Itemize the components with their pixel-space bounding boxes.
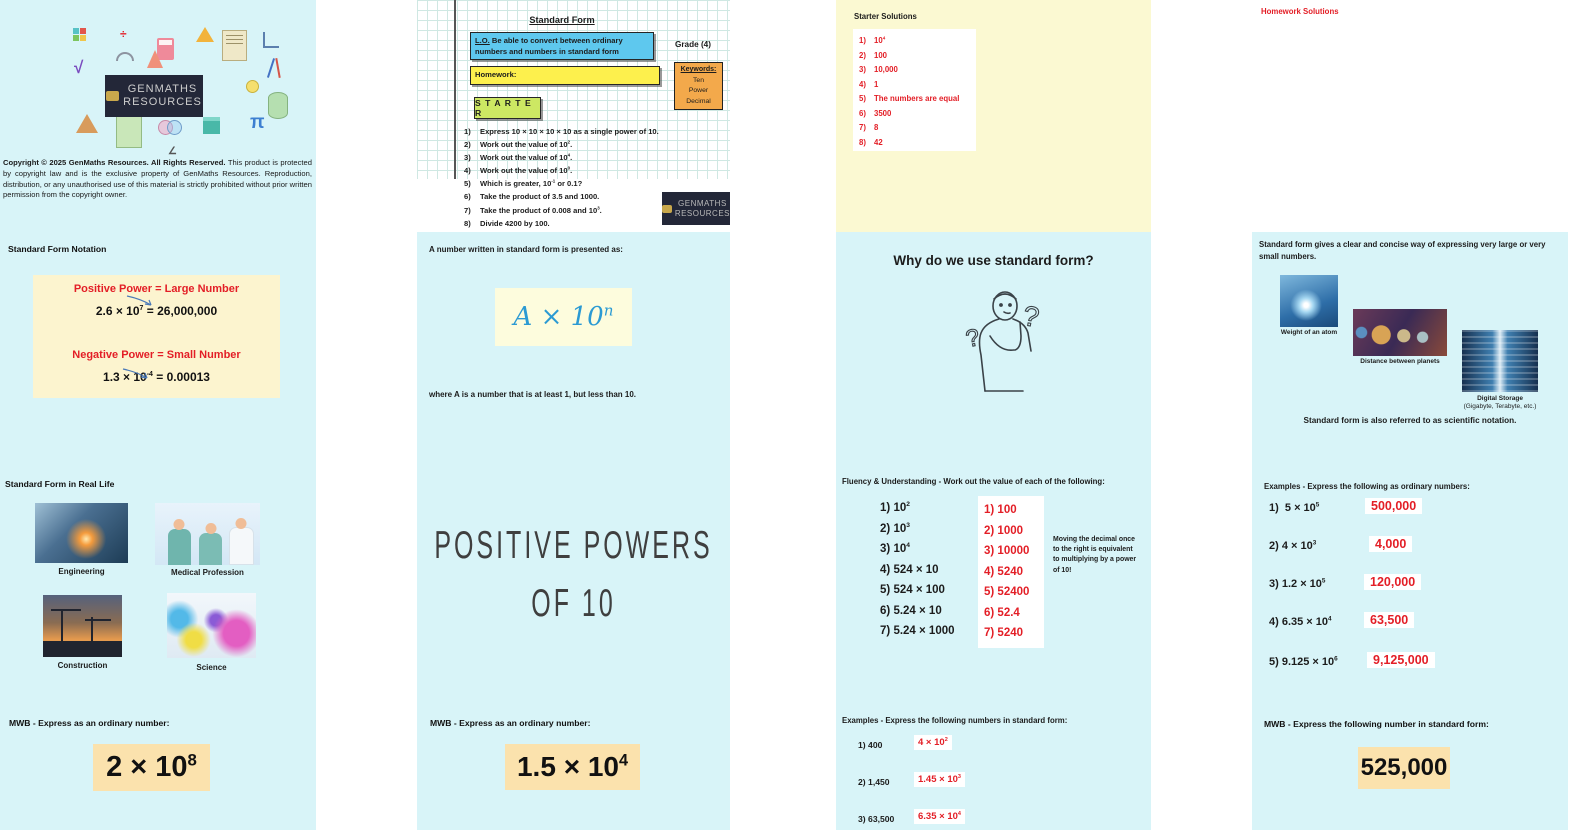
ex-a-sup: 4 bbox=[957, 810, 961, 817]
ordinary-answer: 9,125,000 bbox=[1367, 652, 1435, 668]
doodle-pi-icon: π bbox=[250, 112, 265, 133]
q-sup: 2 bbox=[567, 139, 571, 145]
ord-num: 3) bbox=[1269, 578, 1279, 590]
planets-caption: Distance between planets bbox=[1360, 358, 1440, 365]
genmaths-logo-illustration bbox=[0, 0, 316, 158]
sol-pre: 3500 bbox=[874, 108, 892, 118]
example-answer bbox=[914, 809, 965, 824]
doodle-venn-right-icon bbox=[167, 120, 182, 135]
q-num: 6) bbox=[880, 604, 891, 617]
solution-number: 5) bbox=[859, 94, 866, 104]
genmaths-logo bbox=[105, 75, 203, 117]
q-pre: 524 × 10 bbox=[893, 563, 939, 576]
q-post: or 0.1? bbox=[555, 179, 583, 189]
mwb-value bbox=[106, 751, 197, 784]
medical-figure bbox=[229, 527, 254, 565]
learning-objective-box bbox=[470, 32, 654, 60]
solution-item bbox=[859, 49, 976, 64]
q-sup: 3 bbox=[906, 521, 910, 529]
why-standard-form-slide[interactable] bbox=[836, 232, 1151, 830]
ord-q-sup: 4 bbox=[1328, 615, 1332, 623]
keywords-label: Keywords: bbox=[680, 66, 717, 73]
copyright-block bbox=[3, 158, 312, 201]
uses-slide[interactable] bbox=[1252, 232, 1568, 830]
real-life-heading: Standard Form in Real Life bbox=[5, 479, 115, 489]
sol-pre: 10,000 bbox=[874, 65, 898, 75]
starter-question bbox=[464, 164, 726, 177]
example-question bbox=[858, 814, 894, 824]
definition-intro: A number written in standard form is presented as: bbox=[429, 245, 623, 254]
doodle-pyramid-icon bbox=[76, 114, 98, 133]
question-number: 2) bbox=[464, 140, 471, 150]
solution-number: 7) bbox=[859, 123, 866, 133]
logo-calculator-icon bbox=[662, 205, 672, 213]
logo-calculator-icon bbox=[106, 91, 119, 101]
slide-title: Standard Form bbox=[529, 15, 595, 25]
solution-text bbox=[874, 121, 878, 136]
science-caption: Science bbox=[196, 663, 227, 672]
fluency-question bbox=[880, 560, 955, 581]
starter-question bbox=[464, 177, 726, 190]
mwb-value-pre: 2 × 10 bbox=[106, 751, 188, 783]
crane-arm bbox=[85, 619, 111, 621]
ord-q-sup: 5 bbox=[1321, 577, 1326, 585]
ord-q-sup: 3 bbox=[1312, 539, 1317, 547]
solution-item bbox=[859, 63, 976, 78]
homework-label: Homework: bbox=[475, 70, 517, 79]
mwb-prompt: MWB - Express as an ordinary number: bbox=[9, 718, 170, 728]
starter-solutions-box bbox=[853, 29, 976, 151]
q-sup: 4 bbox=[567, 152, 571, 158]
standard-form-formula-box bbox=[495, 288, 632, 346]
ord-q-sup: 6 bbox=[1334, 655, 1338, 663]
q-pre: Which is greater, 10 bbox=[480, 179, 552, 189]
section-title-line2: OF 10 bbox=[531, 582, 616, 626]
keyword: Power bbox=[688, 87, 709, 95]
formula bbox=[514, 302, 614, 332]
ord-q-pre: 4 × 10 bbox=[1281, 540, 1313, 552]
section-title-line1: POSITIVE POWERS bbox=[434, 524, 713, 568]
formula-pre: A × 10 bbox=[513, 302, 604, 332]
doodle-protractor-icon bbox=[116, 52, 134, 61]
fluency-question bbox=[880, 519, 955, 540]
sol-pre: The numbers are equal bbox=[874, 94, 960, 104]
question-text bbox=[480, 190, 599, 203]
homework-box bbox=[470, 66, 660, 85]
slide-column-3[interactable] bbox=[836, 0, 1151, 830]
homework-solutions-slide[interactable] bbox=[1252, 0, 1568, 232]
ex-a-sup: 2 bbox=[944, 736, 948, 743]
q-pre: Divide 4200 by 100. bbox=[480, 218, 550, 228]
ex-a-sup: 3 bbox=[957, 773, 961, 780]
q-pre: 524 × 100 bbox=[893, 584, 945, 596]
medical-figure bbox=[199, 533, 222, 565]
solution-text bbox=[874, 49, 887, 64]
ord-q-pre: 1.2 × 10 bbox=[1281, 578, 1322, 590]
grade-label: Grade (4) bbox=[675, 40, 711, 49]
q-pre: 10 bbox=[893, 502, 907, 514]
ordinary-answer: 4,000 bbox=[1369, 536, 1412, 552]
example-question bbox=[858, 740, 882, 750]
doodle-pencil-icon bbox=[267, 58, 275, 78]
solution-number: 4) bbox=[859, 79, 866, 89]
solution-text bbox=[874, 107, 891, 122]
fluency-answers-box bbox=[978, 496, 1044, 648]
keywords-box bbox=[674, 62, 723, 110]
q-sup: 3 bbox=[597, 205, 600, 211]
keyword: Ten bbox=[693, 76, 704, 84]
fluency-answer: 2) 1000 bbox=[984, 524, 1024, 537]
sol-pre: 100 bbox=[874, 50, 888, 60]
example-answer bbox=[914, 772, 965, 787]
solution-item bbox=[859, 34, 976, 49]
solution-text bbox=[874, 34, 885, 49]
q-num: 3) bbox=[880, 543, 891, 555]
q-sup: 2 bbox=[906, 501, 910, 509]
notation-box bbox=[33, 275, 280, 398]
lo-label: L.O. bbox=[475, 36, 490, 45]
question-number: 6) bbox=[464, 192, 471, 202]
mwb-value-box bbox=[505, 744, 640, 790]
q-pre: Work out the value of 10 bbox=[480, 140, 568, 150]
starter-label-box bbox=[474, 97, 541, 119]
q-pre: Express 10 × 10 × 10 × 10 as a single power of 10. bbox=[480, 127, 659, 136]
logo-line1: GENMATHS bbox=[127, 83, 198, 96]
atom-caption: Weight of an atom bbox=[1280, 329, 1338, 336]
eq-post: = 0.00013 bbox=[152, 370, 210, 384]
q-pre: Take the product of 0.008 and 10 bbox=[480, 205, 598, 215]
science-image bbox=[167, 593, 256, 658]
example-question bbox=[858, 777, 890, 787]
doodle-notebook-icon bbox=[222, 30, 247, 61]
negative-power-equation bbox=[33, 370, 280, 384]
mwb-value-box bbox=[93, 744, 210, 791]
doodle-cube-icon bbox=[203, 117, 220, 134]
planets-image bbox=[1353, 309, 1447, 356]
ex-num: 3) bbox=[858, 814, 866, 824]
definition-caveat: where A is a number that is at least 1, but less than 10. bbox=[429, 390, 637, 399]
question-text bbox=[480, 217, 550, 230]
ex-q-text: 400 bbox=[868, 740, 883, 750]
ord-q-sup: 5 bbox=[1315, 501, 1320, 509]
positive-power-label: Positive Power = Large Number bbox=[73, 283, 240, 295]
solution-item bbox=[859, 78, 976, 93]
ordinary-question bbox=[1269, 540, 1316, 552]
q-pre: 10 bbox=[893, 522, 907, 535]
thinking-person-illustration bbox=[961, 288, 1046, 403]
margin-line bbox=[454, 0, 456, 179]
q-pre: 5.24 × 10 bbox=[893, 604, 942, 617]
ord-num: 5) bbox=[1269, 656, 1279, 668]
formula-sup: n bbox=[603, 301, 614, 320]
sol-pre: 8 bbox=[874, 123, 879, 133]
ordinary-question bbox=[1269, 656, 1338, 668]
doodle-squares-icon bbox=[73, 28, 86, 41]
doodle-divide-icon: ÷ bbox=[120, 27, 127, 41]
question-number: 1) bbox=[464, 127, 471, 136]
example-answer bbox=[914, 735, 952, 750]
decimal-note: Moving the decimal once to the right is equivalent to multiplying by a power of 10! bbox=[1053, 536, 1137, 574]
ex-num: 1) bbox=[858, 740, 866, 750]
copyright-body: This product is protected by copyright law and is the exclusive property of GenMaths Resources. Reproduction, distribution, or any unauthorised use of this material is strictly prohibited without prior written permission from the copyright owner. bbox=[3, 158, 312, 200]
q-num: 7) bbox=[880, 625, 891, 637]
eq-exponent: -4 bbox=[146, 371, 153, 378]
q-post: . bbox=[599, 205, 602, 215]
q-sup: 4 bbox=[906, 542, 910, 550]
q-pre: 10 bbox=[893, 543, 907, 555]
ex-q-text: 63,500 bbox=[868, 814, 895, 824]
ex-q-text: 1,450 bbox=[868, 777, 890, 787]
question-text bbox=[480, 164, 572, 177]
question-text bbox=[480, 125, 659, 138]
doodle-cylinder-icon bbox=[268, 92, 288, 119]
mwb-value-sup: 4 bbox=[618, 751, 628, 770]
construction-silhouette bbox=[43, 641, 122, 657]
mwb-value-pre: 1.5 × 10 bbox=[516, 751, 619, 782]
doodle-triangle-ruler-icon bbox=[263, 32, 279, 48]
starter-question bbox=[464, 138, 726, 151]
q-post: . bbox=[570, 140, 573, 150]
sol-pre: 10 bbox=[874, 36, 883, 45]
ordinary-answer: 500,000 bbox=[1365, 498, 1422, 514]
mwb-value bbox=[517, 751, 628, 783]
slide-column-2[interactable] bbox=[417, 0, 730, 830]
ord-q-pre: 9.125 × 10 bbox=[1281, 656, 1335, 668]
ex-a-pre: 6.35 × 10 bbox=[918, 811, 958, 822]
solution-number: 8) bbox=[859, 137, 866, 147]
fluency-question bbox=[880, 601, 955, 622]
eq-pre: 2.6 × 10 bbox=[95, 304, 140, 318]
examples-heading: Examples - Express the following numbers in standard form: bbox=[842, 716, 1068, 725]
storage-caption-line2: (Gigabyte, Terabyte, etc.) bbox=[1463, 403, 1537, 410]
mwb-prompt: MWB - Express the following number in standard form: bbox=[1264, 719, 1489, 729]
scientific-notation-footnote: Standard form is also referred to as scientific notation. bbox=[1303, 416, 1517, 425]
solution-item bbox=[859, 121, 976, 136]
examples-heading: Examples - Express the following as ordinary numbers: bbox=[1264, 482, 1470, 491]
q-num: 5) bbox=[880, 584, 891, 596]
genmaths-mini-logo bbox=[662, 192, 730, 225]
solution-number: 3) bbox=[859, 65, 866, 75]
ordinary-answer: 63,500 bbox=[1364, 612, 1414, 628]
starter-solutions-slide[interactable] bbox=[836, 0, 1151, 232]
title-slide[interactable] bbox=[417, 0, 730, 232]
question-number: 7) bbox=[464, 205, 471, 215]
arrow-icon bbox=[121, 367, 153, 381]
solution-item bbox=[859, 107, 976, 122]
doodle-set-square-icon bbox=[196, 27, 214, 42]
construction-image bbox=[43, 595, 122, 657]
doodle-angle-icon: ∠ bbox=[168, 146, 177, 157]
q-pre: Take the product of 3.5 and 1000. bbox=[480, 192, 600, 202]
notation-heading: Standard Form Notation bbox=[8, 244, 107, 254]
solution-text bbox=[874, 92, 959, 107]
medical-caption: Medical Profession bbox=[171, 568, 244, 577]
question-number: 4) bbox=[464, 166, 471, 176]
logo-line2: RESOURCES bbox=[674, 208, 730, 218]
q-post: . bbox=[570, 166, 573, 176]
slide-column-1[interactable] bbox=[0, 0, 316, 830]
engineering-caption: Engineering bbox=[58, 567, 105, 576]
fluency-question bbox=[880, 539, 955, 560]
sol-pre: 42 bbox=[874, 137, 883, 147]
copyright-title: Copyright © 2025 GenMaths Resources. All Rights Reserved. bbox=[3, 158, 226, 167]
starter-solutions-heading: Starter Solutions bbox=[854, 12, 917, 21]
solution-number: 6) bbox=[859, 108, 866, 118]
q-pre: 5.24 × 1000 bbox=[893, 625, 955, 637]
solution-number: 1) bbox=[859, 36, 866, 45]
question-number: 3) bbox=[464, 153, 471, 163]
svg-text:?: ? bbox=[963, 323, 983, 354]
starter-question bbox=[464, 125, 726, 138]
question-number: 8) bbox=[464, 218, 471, 228]
fluency-answer: 7) 5240 bbox=[984, 627, 1024, 639]
svg-text:?: ? bbox=[1020, 299, 1042, 334]
definition-slide[interactable] bbox=[417, 232, 730, 830]
ex-a-pre: 4 × 10 bbox=[918, 737, 945, 748]
ordinary-question bbox=[1269, 616, 1332, 628]
keyword: Decimal bbox=[686, 97, 711, 105]
question-text bbox=[480, 151, 572, 164]
sol-pre: 1 bbox=[874, 79, 879, 89]
fluency-answer: 4) 5240 bbox=[984, 565, 1024, 578]
question-number: 5) bbox=[464, 179, 471, 189]
starter-label: S T A R T E R bbox=[475, 98, 532, 118]
atom-image bbox=[1280, 275, 1338, 327]
crane-arm bbox=[51, 609, 81, 611]
fluency-heading: Fluency & Understanding - Work out the value of each of the following: bbox=[842, 477, 1105, 486]
doodle-grid-notebook-icon bbox=[116, 116, 142, 148]
medical-image bbox=[155, 503, 260, 565]
fluency-question bbox=[880, 580, 955, 601]
logo-line1: GENMATHS bbox=[678, 199, 727, 209]
engineering-image bbox=[35, 503, 128, 563]
fluency-question bbox=[880, 498, 955, 519]
eq-pre: 1.3 × 10 bbox=[103, 370, 147, 384]
q-sup: 0 bbox=[567, 165, 571, 171]
arrow-icon bbox=[125, 294, 157, 308]
question-text bbox=[480, 138, 572, 151]
solution-item bbox=[859, 92, 976, 107]
q-num: 2) bbox=[880, 522, 891, 535]
q-num: 4) bbox=[880, 563, 891, 576]
q-num: 1) bbox=[880, 502, 891, 514]
mwb-value-sup: 8 bbox=[187, 750, 197, 770]
fluency-answer: 3) 10000 bbox=[984, 545, 1030, 557]
ordinary-answer: 120,000 bbox=[1364, 574, 1421, 590]
ord-q-pre: 6.35 × 10 bbox=[1281, 616, 1329, 628]
fluency-answer: 1) 100 bbox=[984, 504, 1017, 516]
doodle-pen-icon bbox=[275, 58, 280, 78]
eq-exponent: 7 bbox=[139, 305, 144, 312]
mwb-value: 525,000 bbox=[1360, 754, 1448, 781]
medical-figure bbox=[168, 529, 191, 565]
fluency-questions bbox=[880, 498, 955, 642]
ordinary-question bbox=[1269, 578, 1325, 590]
doodle-cone-icon bbox=[147, 50, 163, 68]
homework-solutions-heading: Homework Solutions bbox=[1261, 7, 1339, 16]
ord-q-pre: 5 × 10 bbox=[1284, 502, 1316, 514]
doodle-sqrt-icon: √ bbox=[74, 58, 84, 77]
solution-text bbox=[874, 136, 883, 151]
lo-text: Be able to convert between ordinary numbers and numbers in standard form bbox=[475, 36, 623, 56]
ord-num: 4) bbox=[1269, 616, 1279, 628]
mwb-prompt: MWB - Express as an ordinary number: bbox=[430, 718, 591, 728]
eq-post: = 26,000,000 bbox=[143, 304, 218, 318]
sol-sup: 4 bbox=[882, 35, 886, 41]
solution-text bbox=[874, 63, 898, 78]
ex-a-pre: 1.45 × 10 bbox=[918, 774, 958, 785]
negative-power-label: Negative Power = Small Number bbox=[72, 349, 241, 361]
solution-item bbox=[859, 136, 976, 151]
construction-caption: Construction bbox=[57, 661, 108, 670]
mwb-value-box bbox=[1358, 747, 1450, 789]
doodle-lightbulb-icon bbox=[246, 80, 259, 93]
crane bbox=[61, 609, 63, 643]
q-pre: Work out the value of 10 bbox=[480, 166, 568, 176]
q-post: . bbox=[570, 153, 573, 163]
ord-num: 1) bbox=[1269, 502, 1279, 514]
q-pre: Work out the value of 10 bbox=[480, 153, 568, 163]
fluency-answer: 6) 52.4 bbox=[984, 606, 1020, 619]
ex-num: 2) bbox=[858, 777, 866, 787]
server-image bbox=[1462, 330, 1538, 392]
solution-text bbox=[874, 78, 878, 93]
question-text bbox=[480, 177, 582, 190]
solution-number: 2) bbox=[859, 50, 866, 60]
starter-question bbox=[464, 151, 726, 164]
ord-num: 2) bbox=[1269, 540, 1279, 552]
uses-intro: Standard form gives a clear and concise way of expressing very large or very small numbers. bbox=[1259, 240, 1546, 261]
slide-column-4[interactable] bbox=[1252, 0, 1568, 830]
fluency-question bbox=[880, 621, 955, 642]
question-text bbox=[480, 204, 602, 217]
logo-line2: RESOURCES bbox=[123, 96, 202, 108]
q-sup: -1 bbox=[551, 178, 556, 184]
storage-caption-line1: Digital Storage bbox=[1477, 395, 1523, 402]
why-heading: Why do we use standard form? bbox=[893, 253, 1094, 268]
ordinary-question bbox=[1269, 502, 1319, 514]
fluency-answer: 5) 52400 bbox=[984, 586, 1030, 598]
